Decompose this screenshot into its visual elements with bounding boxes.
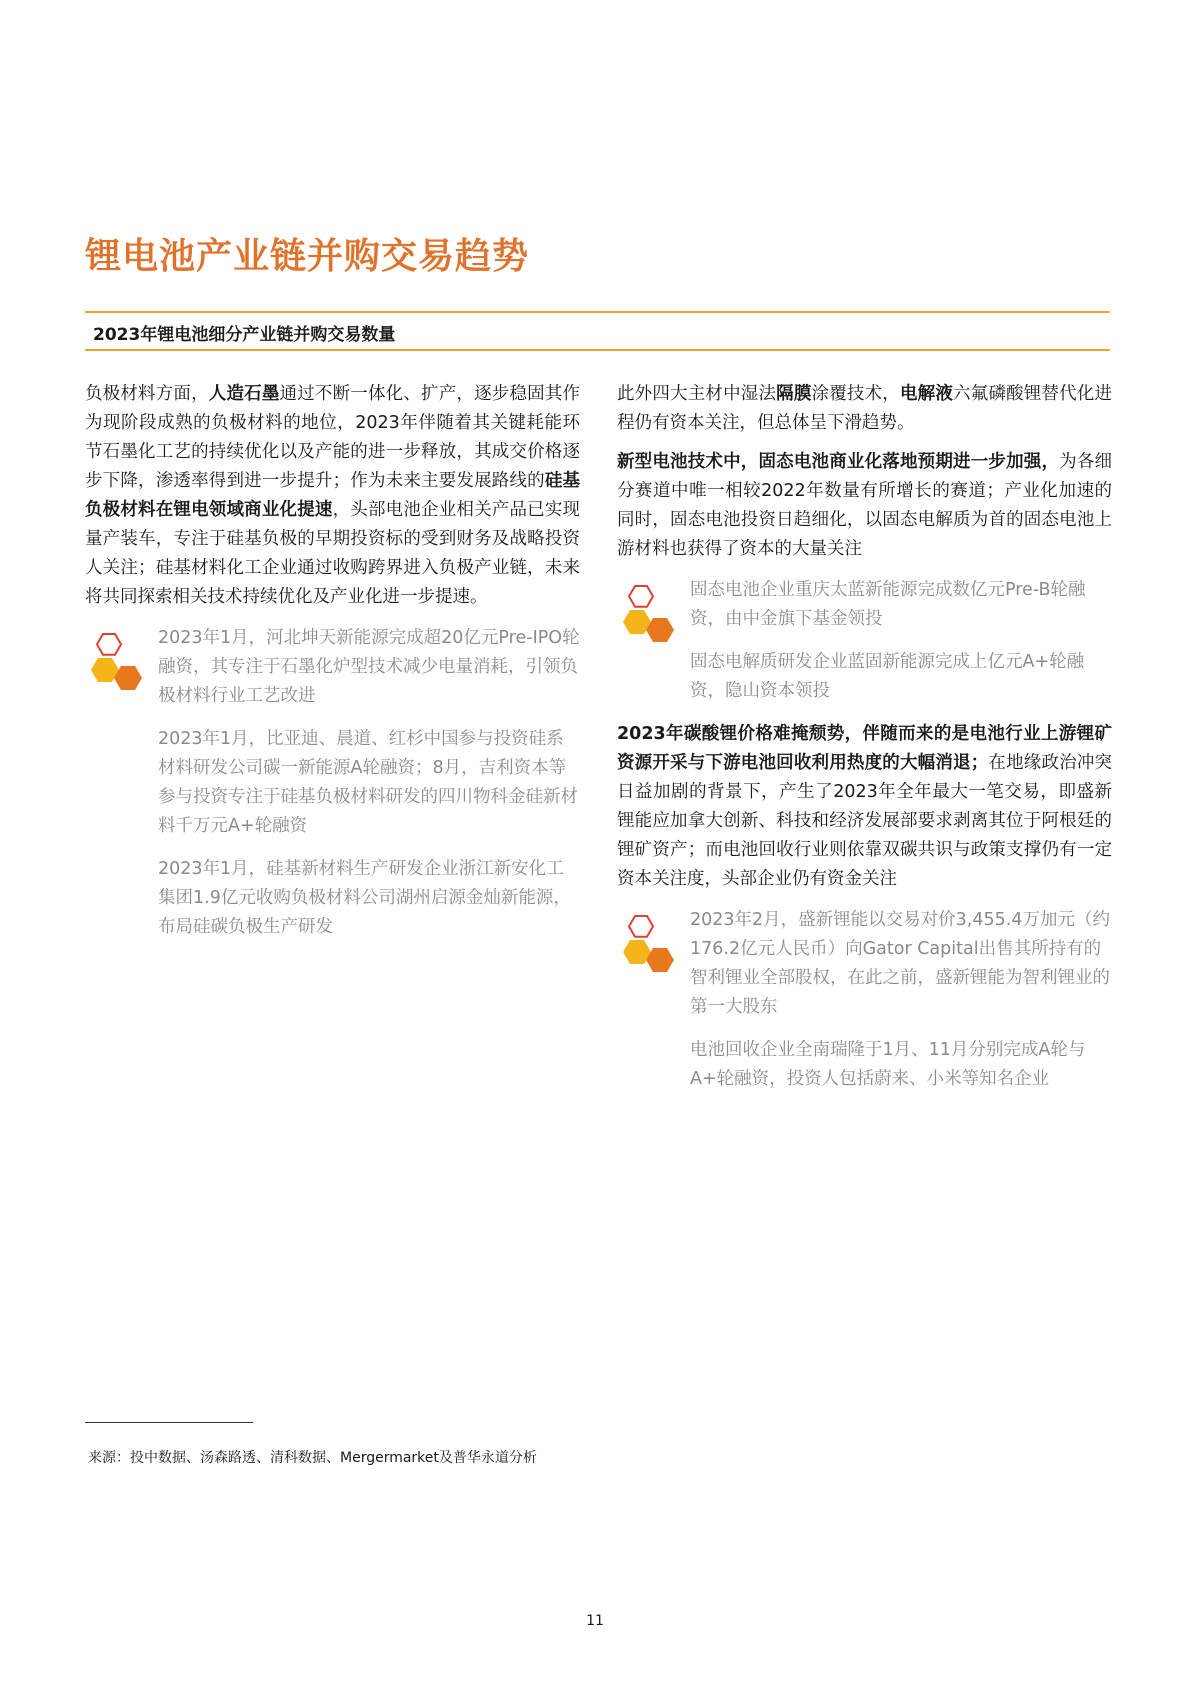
text-run-bold: 2023年碳酸锂价格难掩颓势，伴随而来的是电池行业上游锂矿资源开采与下游电池回收利用热度的大幅消退； <box>617 724 1112 773</box>
text-run: 涂覆技术， <box>811 384 900 404</box>
right-column <box>617 380 1112 1108</box>
text-run: 在地缘政治冲突日益加剧的背景下，产生了2023年全年最大一笔交易，即盛新锂能应加拿大创新、科技和经济发展部要求剥离其位于阿根廷的锂矿资产；而电池回收行业则依靠双碳共识与政策支撑仍有一定资本关注度，头部企业仍有资金关注 <box>617 753 1112 889</box>
text-run-bold: 硅基负极材料在锂电领域商业化提速 <box>85 471 581 520</box>
callout-item: 2023年1月，比亚迪、晨道、红杉中国参与投资硅系材料研发公司碳一新能源A轮融资；8月，吉利资本等参与投资专注于硅基负极材料研发的四川物科金硅新材料千万元A+轮融资 <box>158 729 578 836</box>
text-run-bold: 新型电池技术中，固态电池商业化落地预期进一步加强， <box>617 452 1060 472</box>
page-number: 11 <box>586 1613 604 1629</box>
callout-item: 电池回收企业全南瑞隆于1月、11月分别完成A轮与A+轮融资，投资人包括蔚来、小米等知名企业 <box>690 1040 1086 1089</box>
section-heading-bar <box>85 311 1110 351</box>
solid-state-callout <box>617 576 1112 706</box>
source-footnote: 来源：投中数据、汤森路透、清科数据、Mergermarket及普华永道分析 <box>88 1450 537 1466</box>
callout-item: 2023年2月，盛新锂能以交易对价3,455.4万加元（约176.2亿元人民币）向Gator Capital出售其所持有的智利锂业全部股权，在此之前，盛新锂能为智利锂业的第一大股东 <box>690 910 1110 1017</box>
anode-paragraph <box>85 380 580 612</box>
text-run-bold: 电解液 <box>899 384 954 404</box>
footnote-divider <box>85 1422 253 1423</box>
text-run: 为各细分赛道中唯一相较2022年数量有所增长的赛道；产业化加速的同时，固态电池投资日趋细化，以固态电解质为首的固态电池上游材料也获得了资本的大量关注 <box>617 452 1113 559</box>
section-heading: 2023年锂电池细分产业链并购交易数量 <box>93 325 396 345</box>
separator-electrolyte-paragraph <box>617 380 1112 438</box>
callout-item: 2023年1月，硅基新材料生产研发企业浙江新安化工集团1.9亿元收购负极材料公司湖州启源金灿新能源，布局硅碳负极生产研发 <box>158 859 571 937</box>
text-run-bold: 人造石墨 <box>208 384 280 404</box>
page-title: 锂电池产业链并购交易趋势 <box>85 236 530 277</box>
left-column <box>85 380 580 956</box>
hexagon-cluster-icon <box>617 580 683 646</box>
solid-state-paragraph <box>617 448 1112 564</box>
text-run: 此外四大主材中湿法 <box>617 384 777 404</box>
text-run-bold: 隔膜 <box>776 384 812 404</box>
lithium-carbonate-callout <box>617 906 1112 1094</box>
callout-item: 2023年1月，河北坤天新能源完成超20亿元Pre-IPO轮融资，其专注于石墨化炉型技术减少电量消耗，引领负极材料行业工艺改进 <box>158 628 580 706</box>
text-run: ，头部电池企业相关产品已实现量产装车，专注于硅基负极的早期投资标的受到财务及战略投资人关注；硅基材料化工企业通过收购跨界进入负极产业链，未来将共同探索相关技术持续优化及产业化进一步提速。 <box>85 500 581 607</box>
text-run: 六氟磷酸锂替代化进程仍有资本关注，但总体呈下滑趋势。 <box>617 384 1113 433</box>
hexagon-cluster-icon <box>617 910 683 976</box>
callout-item: 固态电解质研发企业蓝固新能源完成上亿元A+轮融资，隐山资本领投 <box>690 652 1085 701</box>
lithium-carbonate-paragraph <box>617 720 1112 894</box>
text-run: 负极材料方面， <box>85 384 209 404</box>
anode-callout <box>85 624 580 942</box>
callout-item: 固态电池企业重庆太蓝新能源完成数亿元Pre-B轮融资，由中金旗下基金领投 <box>690 580 1086 629</box>
text-run: 通过不断一体化、扩产，逐步稳固其作为现阶段成熟的负极材料的地位，2023年伴随着其关键耗能环节石墨化工艺的持续优化以及产能的进一步释放，其成交价格逐步下降，渗透率得到进一步提升；作为未来主要发展路线的 <box>85 384 581 491</box>
hexagon-cluster-icon <box>85 628 151 694</box>
